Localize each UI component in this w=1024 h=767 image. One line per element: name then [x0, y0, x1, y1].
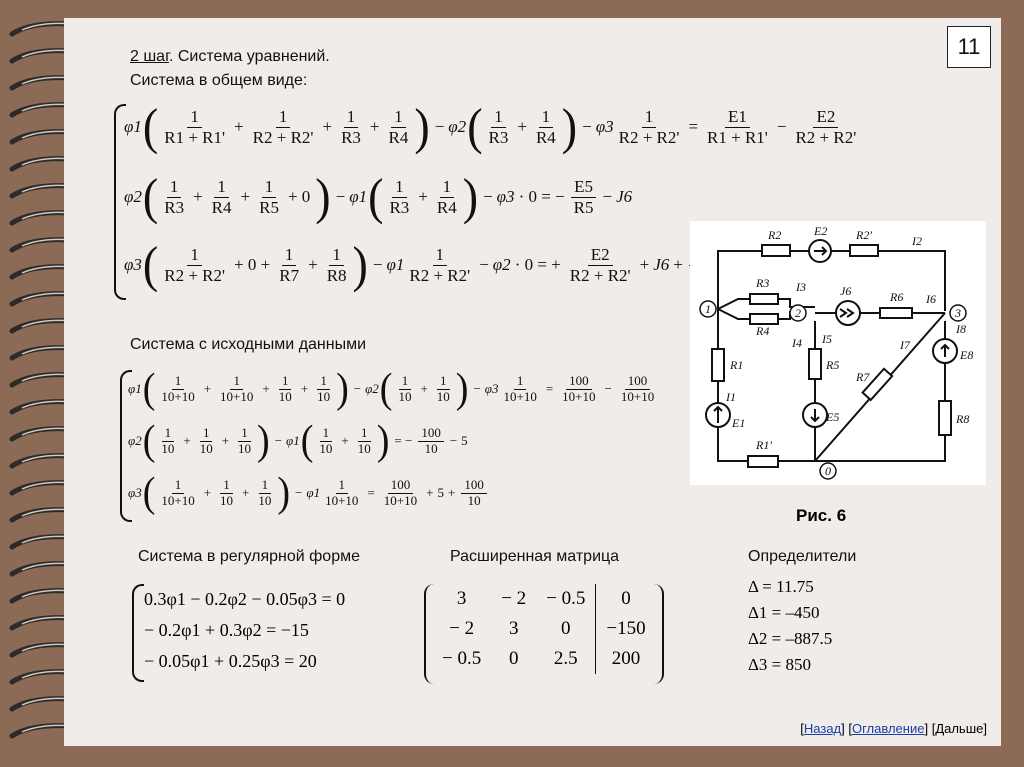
- nav-links: [Назад] [Оглавление] [Дальше]: [800, 721, 987, 736]
- label-r3: R3: [756, 276, 770, 290]
- regular-eq-1: 0.3φ1 − 0.2φ2 − 0.05φ3 = 0: [144, 589, 346, 609]
- eq-den: 10: [398, 388, 412, 404]
- eq-den: 10: [467, 492, 481, 508]
- r2-resistor: [762, 245, 790, 256]
- eq-den: 10: [436, 388, 450, 404]
- label-r1: R1: [730, 358, 744, 372]
- eq-num: E2: [813, 107, 838, 128]
- label-i8: I8: [956, 322, 966, 336]
- eq-den: R2 + R2': [569, 265, 631, 285]
- eq-den: R8: [326, 265, 347, 285]
- eq-den: R1 + R1': [164, 127, 226, 147]
- label-e8: E8: [960, 348, 974, 362]
- eq-var: φ2: [448, 117, 467, 136]
- eq-num: E2: [588, 245, 613, 266]
- regular-eq-3: − 0.05φ1 + 0.25φ3 = 20: [144, 651, 317, 671]
- label-i4: I4: [792, 336, 802, 350]
- eq-var: φ3: [595, 117, 614, 136]
- matrix-cell: 0: [561, 618, 571, 639]
- label-e5: E5: [826, 410, 840, 424]
- eq-num: 100: [625, 374, 651, 390]
- eq-den: 10: [319, 440, 333, 456]
- r5-resistor: [809, 349, 821, 379]
- label-node-0: 0: [825, 464, 831, 478]
- eq-var: φ1: [128, 381, 142, 396]
- r4-resistor: [750, 314, 778, 324]
- matrix-table: [432, 584, 656, 674]
- eq-var: φ3: [496, 187, 515, 206]
- label-i1: I1: [726, 390, 736, 404]
- figure-caption: Рис. 6: [796, 506, 847, 525]
- label-i6: I6: [926, 292, 936, 306]
- matrix-row: [432, 584, 656, 614]
- eq-den: 10: [278, 388, 292, 404]
- eq-var: J6: [616, 187, 633, 206]
- eq-den: R2 + R2': [164, 265, 226, 285]
- eq-den: R3: [389, 197, 410, 217]
- eq-den: R5: [573, 197, 594, 217]
- eq-den: R5: [259, 197, 279, 217]
- step-title: [130, 48, 330, 66]
- eq-den: 10: [238, 440, 252, 456]
- initial-system: [128, 365, 728, 520]
- eq-var: φ1: [124, 117, 142, 136]
- matrix-cell: 200: [596, 644, 656, 674]
- eq-var: φ1: [306, 485, 321, 500]
- regular-system: [144, 584, 345, 677]
- eq-var: φ3: [484, 381, 499, 396]
- matrix-cell: − 0.5: [442, 648, 482, 669]
- eq-den: 10+10: [161, 492, 195, 508]
- eq-den: R4: [211, 197, 232, 217]
- eq-den: 10+10: [620, 388, 655, 404]
- eq-den: R2 + R2': [252, 127, 314, 147]
- eq-var: φ2: [124, 187, 142, 206]
- eq-den: R4: [388, 127, 409, 147]
- general-eq-row-1: φ1 ( $\frac{1}{R1 + R1'}$ + $\frac{1}{R2 + R2'}$ + $\frac{1}{R3}$ + $\frac{1}{R4}$ ) − φ2 ( $\frac{1}{R3}$ + $\frac{1}{R4}$ ) − φ3 $\frac{1}{R2 + R2'}$ = $\frac{E1}{R1 + R1'}$ − $\frac{E2}{R2 + R2'}$: [124, 104, 861, 150]
- matrix-row: [432, 614, 656, 644]
- matrix-cell: 0: [508, 648, 519, 669]
- j6-source: [836, 301, 860, 325]
- next-link[interactable]: Дальше: [935, 721, 984, 736]
- step-label: 2 шаг: [130, 48, 169, 65]
- regular-eq-2: − 0.2φ1 + 0.3φ2 = −15: [144, 620, 309, 640]
- det-delta: Δ = 11.75: [748, 577, 814, 596]
- label-r2p: R2': [856, 228, 872, 242]
- step-title-text: . Система уравнений.: [168, 48, 330, 65]
- eq-den: R2 + R2': [409, 265, 471, 285]
- matrix-cell: − 0.5: [546, 588, 586, 609]
- matrix-cell: − 2: [449, 618, 475, 639]
- label-i5: I5: [822, 332, 832, 346]
- eq-den: 10: [317, 388, 331, 404]
- label-i7: I7: [900, 338, 910, 352]
- determinants-heading: Определители: [748, 548, 857, 565]
- regular-heading: Система в регулярной форме: [138, 548, 360, 565]
- eq-den: 10+10: [220, 388, 254, 404]
- general-heading: Система в общем виде:: [130, 72, 308, 89]
- label-node-2: 2: [795, 306, 801, 320]
- eq-den: R2 + R2': [618, 127, 680, 147]
- label-r8: R8: [956, 412, 970, 426]
- initial-eq-row-2: φ2 ( $\frac{1}{10}$ + $\frac{1}{10}$ + $\frac{1}{10}$ ) − φ1 ( $\frac{1}{10}$ + $\frac{1}{10}$ ) = − $\frac{100}{10}$ − 5: [128, 417, 468, 465]
- back-link[interactable]: Назад: [803, 721, 842, 736]
- label-r6: R6: [890, 290, 904, 304]
- label-r1p: R1': [756, 438, 772, 452]
- regular-brace: [132, 584, 144, 682]
- eq-const: 5: [437, 485, 444, 500]
- initial-heading: Система с исходными данными: [130, 336, 367, 353]
- initial-eq-row-3: φ3 ( $\frac{1}{10+10}$ + $\frac{1}{10}$ + $\frac{1}{10}$ ) − φ1 $\frac{1}{10+10}$ = $\frac{100}{10+10}$ + 5 + $\frac{100}{10}$: [128, 474, 489, 512]
- eq-num: 100: [566, 374, 592, 390]
- label-j6: J6: [840, 284, 852, 298]
- det-delta-2: Δ2 = –887.5: [748, 629, 833, 648]
- initial-eq-row-1: φ1 ( $\frac{1}{10+10}$ + $\frac{1}{10+10}$ + $\frac{1}{10}$ + $\frac{1}{10}$ ) − φ2 ( $\frac{1}{10}$ + $\frac{1}{10}$ ) − φ3 $\frac{1}{10+10}$ = $\frac{100}{10+10}$ − $\frac{100}{10+10}$: [128, 370, 659, 408]
- slide-number: 11: [957, 34, 981, 59]
- eq-den: 10: [424, 440, 438, 456]
- eq-den: 10+10: [562, 388, 596, 404]
- eq-den: 10: [357, 440, 371, 456]
- eq-den: R3: [341, 127, 361, 147]
- eq-num: 100: [388, 478, 414, 494]
- eq-var: φ2: [365, 381, 379, 396]
- det-delta-3: Δ3 = 850: [748, 655, 812, 674]
- r1p-resistor: [748, 456, 778, 467]
- eq-den: 10+10: [503, 388, 537, 404]
- eq-num: E1: [725, 107, 750, 128]
- eq-var: φ3: [128, 485, 142, 500]
- general-eq-row-3: φ3 ( $\frac{1}{R2 + R2'}$ + 0 + $\frac{1}{R7}$ + $\frac{1}{R8}$ ) − φ1 $\frac{1}{R2 + R2'}$ − φ2 · 0 = + $\frac{E2}{R2 + R2'}$ + J6 +: [124, 242, 717, 288]
- label-e2: E2: [814, 224, 828, 238]
- label-i2: I2: [912, 234, 922, 248]
- r2p-resistor: [850, 245, 878, 256]
- label-r5: R5: [826, 358, 840, 372]
- det-delta-1: Δ1 = –450: [748, 603, 820, 622]
- circuit-figure: [690, 221, 986, 485]
- eq-den: 10+10: [383, 492, 418, 508]
- eq-den: 10: [199, 440, 213, 456]
- eq-den: R4: [436, 197, 457, 217]
- augmented-matrix: [424, 584, 664, 684]
- eq-num: 100: [461, 478, 487, 494]
- matrix-cell: 0: [596, 584, 656, 614]
- eq-den: R3: [488, 127, 509, 147]
- label-e1: E1: [732, 416, 746, 430]
- r6-resistor: [880, 308, 912, 318]
- label-r4: R4: [756, 324, 770, 338]
- slide-page: [64, 18, 1001, 746]
- eq-var: φ1: [349, 187, 368, 206]
- label-r2: R2: [768, 228, 782, 242]
- eq-var: φ1: [386, 255, 405, 274]
- r3-resistor: [750, 294, 778, 304]
- eq-den: R1 + R1': [707, 127, 768, 147]
- general-eq-row-2: φ2 ( $\frac{1}{R3}$ + $\frac{1}{R4}$ + $\frac{1}{R5}$ + 0 ) − φ1 ( $\frac{1}{R3}$ + $\frac{1}{R4}$ ) − φ3 · 0 = − $\frac{E5}{R5}$ − J6: [124, 168, 633, 225]
- matrix-cell: − 2: [501, 588, 527, 609]
- matrix-row: [432, 644, 656, 674]
- eq-den: R4: [535, 127, 556, 147]
- eq-den: R2 + R2': [795, 127, 857, 147]
- contents-link[interactable]: Оглавление: [851, 721, 925, 736]
- r1-resistor: [712, 349, 724, 381]
- label-node-1: 1: [705, 302, 711, 316]
- eq-den: 10: [161, 440, 175, 456]
- eq-var: φ3: [124, 255, 142, 274]
- label-i3: I3: [796, 280, 806, 294]
- eq-num: 100: [418, 426, 444, 442]
- label-r7: R7: [856, 370, 870, 384]
- label-node-3: 3: [955, 306, 961, 320]
- eq-num: E5: [571, 177, 596, 198]
- matrix-heading: Расширенная матрица: [450, 548, 620, 565]
- matrix-cell: 3: [508, 618, 519, 639]
- matrix-cell: 3: [456, 588, 467, 609]
- matrix-cell: 2.5: [553, 648, 578, 669]
- eq-var: φ2: [128, 433, 142, 448]
- eq-den: 10: [258, 492, 272, 508]
- eq-var: φ1: [286, 433, 300, 448]
- eq-den: 10: [220, 492, 234, 508]
- eq-den: 10+10: [161, 388, 195, 404]
- eq-var: J6: [653, 255, 670, 274]
- eq-den: R3: [164, 197, 185, 217]
- circuit-diagram: [690, 221, 986, 485]
- eq-var: φ2: [492, 255, 511, 274]
- determinants: [748, 574, 832, 678]
- matrix-cell: −150: [596, 614, 656, 644]
- eq-den: R7: [279, 265, 300, 285]
- r8-resistor: [939, 401, 951, 435]
- eq-const: 5: [461, 433, 468, 448]
- slide-number-box: [947, 26, 991, 68]
- eq-den: 10+10: [325, 492, 359, 508]
